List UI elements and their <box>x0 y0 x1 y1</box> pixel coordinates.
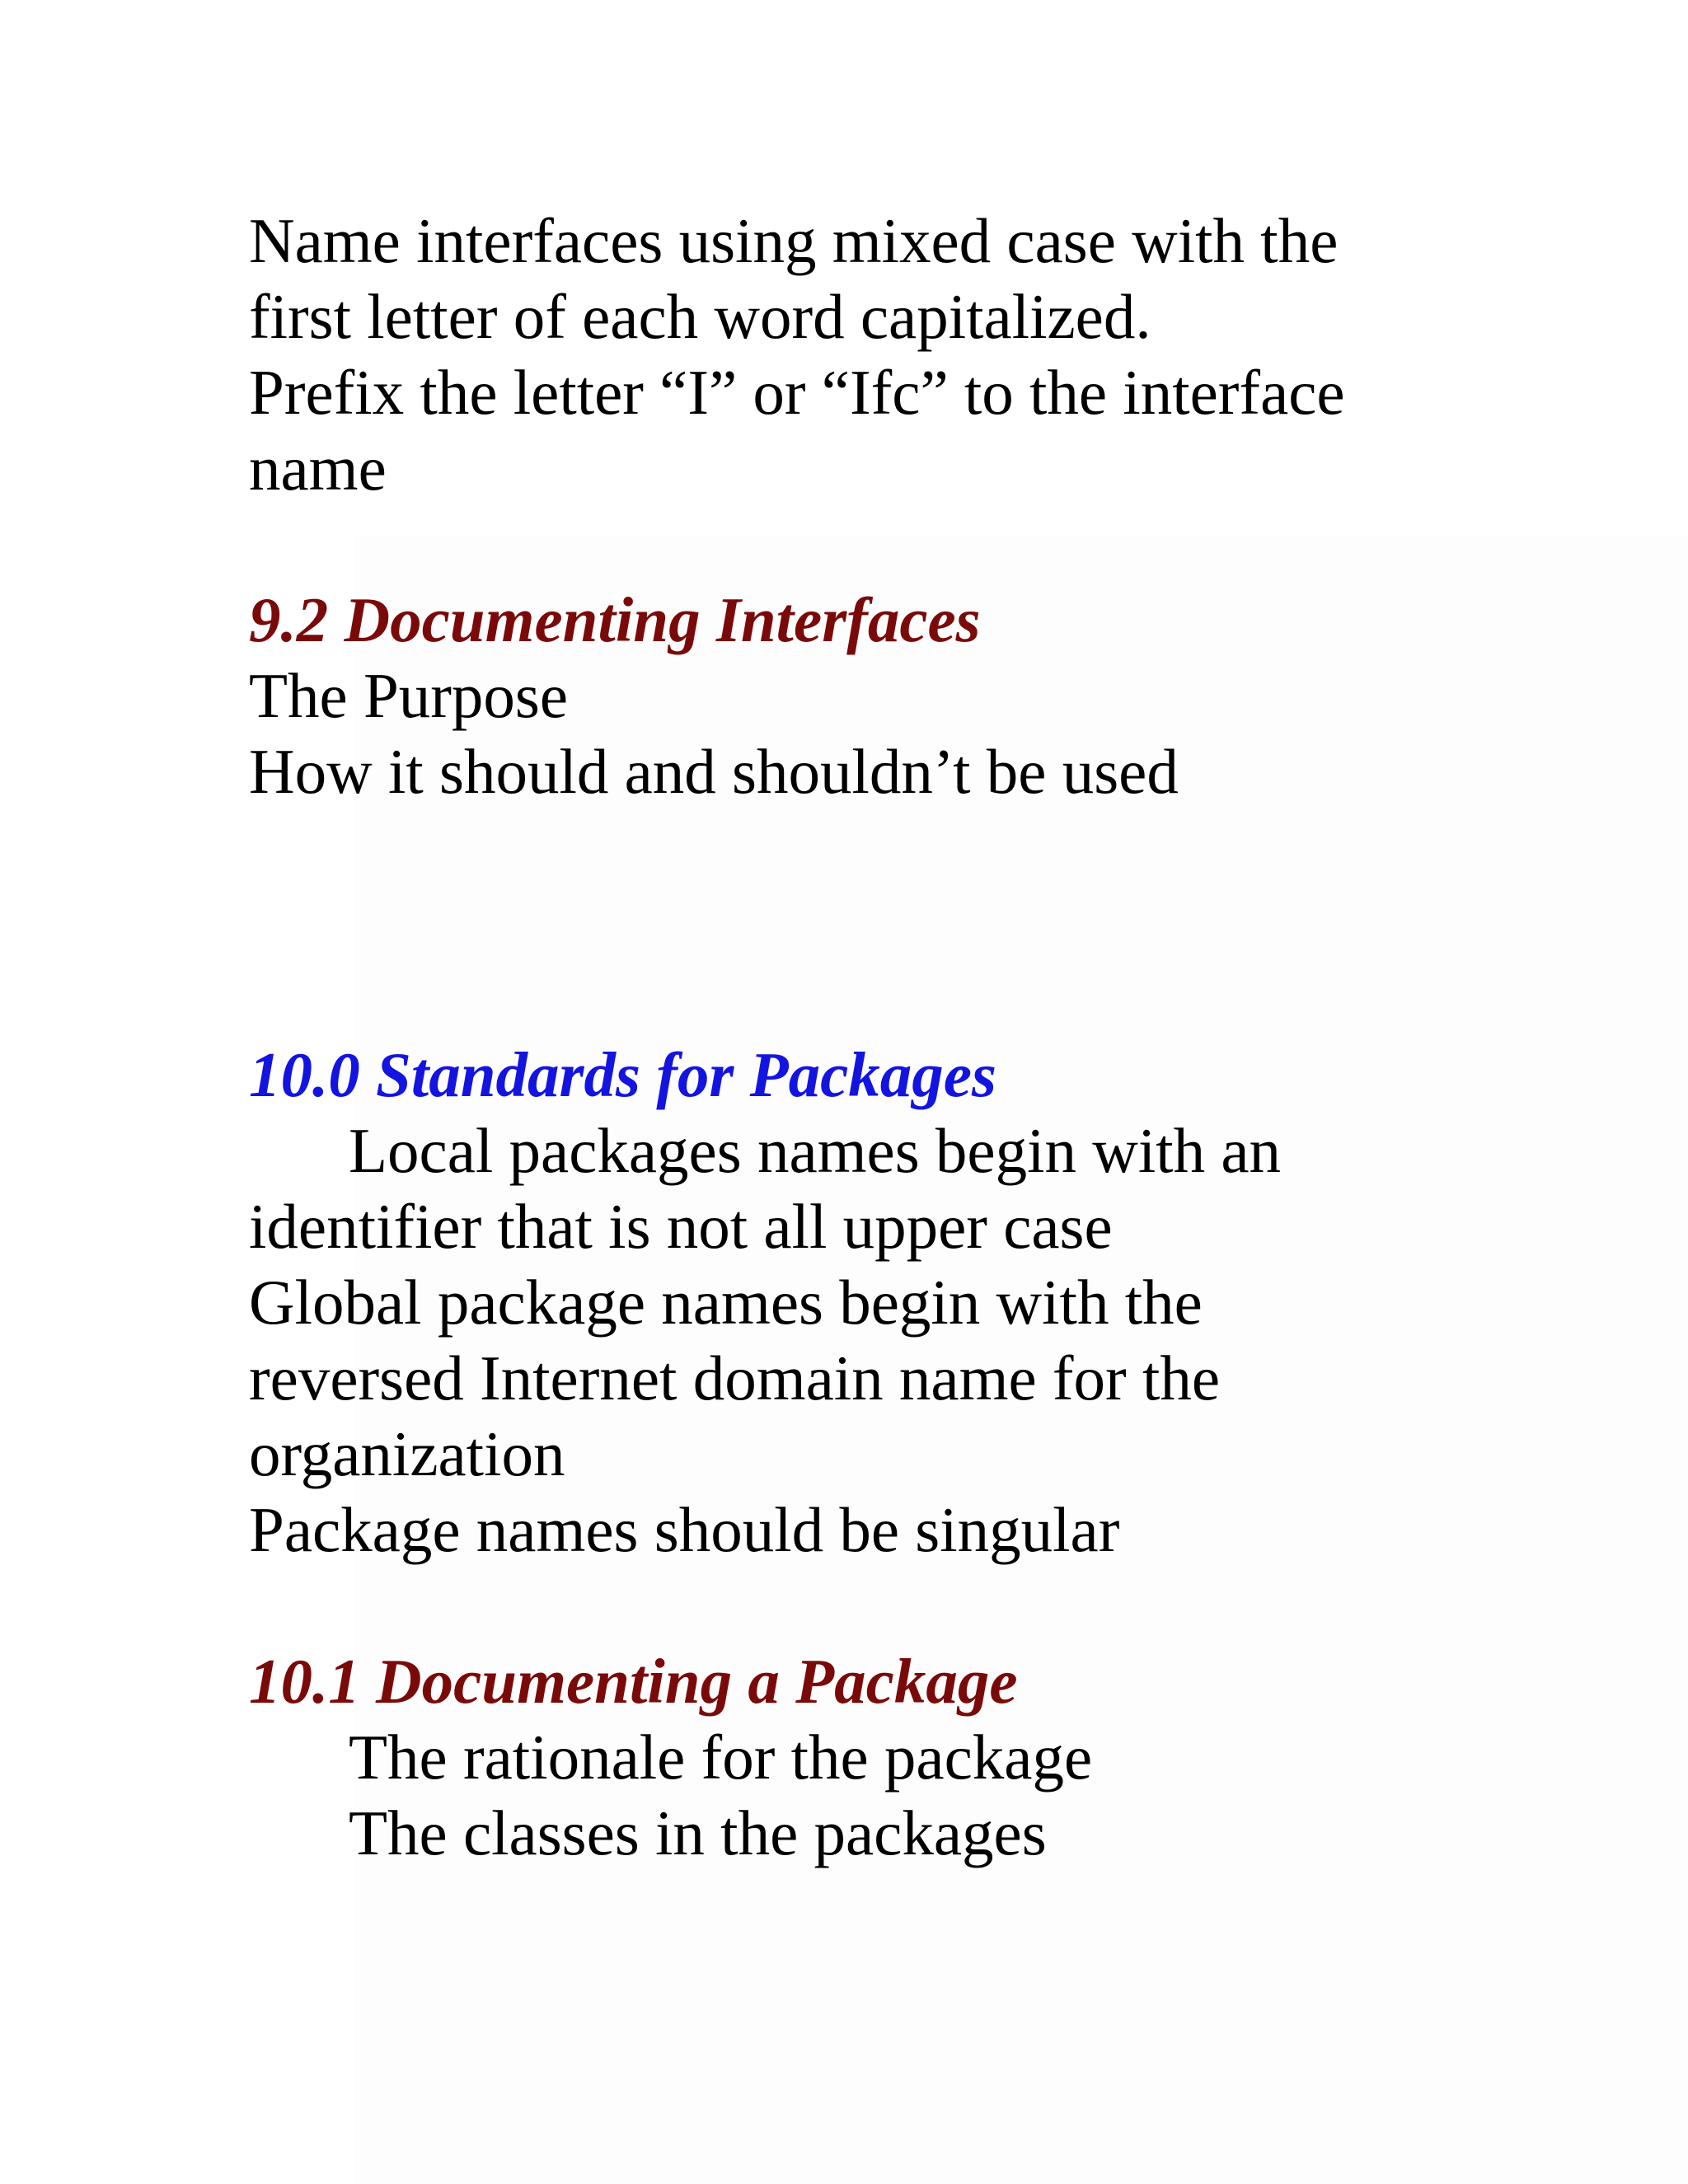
interfaces-naming-block <box>249 203 1650 506</box>
body-text-line: How it should and shouldn’t be used <box>249 736 1179 807</box>
body-text-line: reversed Internet domain name for the <box>249 1343 1221 1413</box>
body-text-line: Name interfaces using mixed case with the <box>249 205 1339 276</box>
spacer <box>249 809 1650 1037</box>
spacer <box>249 506 1650 582</box>
body-text-line: Global package names begin with the <box>249 1267 1203 1338</box>
body-text-line: Package names should be singular <box>249 1494 1120 1565</box>
section-10-1 <box>249 1643 1650 1871</box>
section-heading-documenting-interfaces: 9.2 Documenting Interfaces <box>249 584 981 655</box>
body-text-line: identifier that is not all upper case <box>249 1191 1113 1262</box>
body-text-line: The rationale for the package <box>349 1722 1093 1793</box>
body-text-line: Local packages names begin with an <box>349 1115 1282 1186</box>
section-heading-standards-for-packages: 10.0 Standards for Packages <box>249 1039 996 1110</box>
body-text-line: Prefix the letter “I” or “Ifc” to the interface <box>249 357 1345 428</box>
section-9-2 <box>249 582 1650 809</box>
body-text-line: name <box>249 433 387 504</box>
spacer <box>249 1568 1650 1643</box>
body-text-line: The classes in the packages <box>349 1797 1047 1868</box>
body-text-line: The Purpose <box>249 660 569 731</box>
section-heading-documenting-a-package: 10.1 Documenting a Package <box>249 1646 1018 1717</box>
body-text-line: organization <box>249 1418 565 1489</box>
body-text-line: first letter of each word capitalized. <box>249 281 1151 352</box>
section-10-0 <box>249 1037 1650 1568</box>
document-page <box>249 203 1650 1871</box>
